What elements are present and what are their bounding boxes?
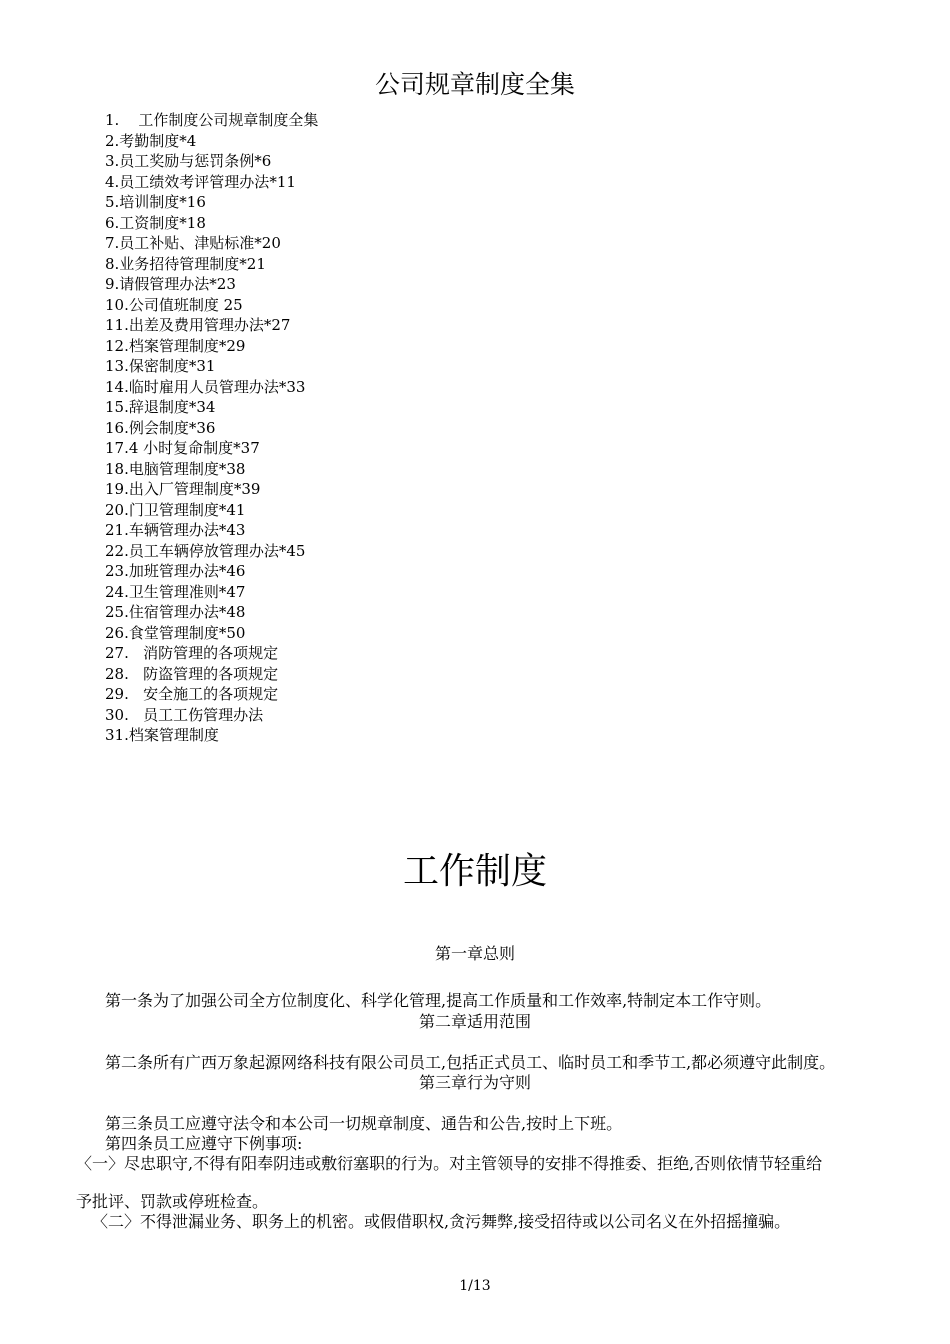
toc-item: 17.4 小时复命制度*37 [105, 439, 260, 457]
toc-item: 23.加班管理办法*46 [105, 562, 246, 580]
article-paragraph: 第三条员工应遵守法令和本公司一切规章制度、通告和公告,按时上下班。 [105, 1114, 623, 1133]
toc-item: 9.请假管理办法*23 [105, 275, 236, 293]
toc-item: 3.员工奖励与惩罚条例*6 [105, 152, 272, 170]
chapter-heading: 第三章行为守则 [418, 1073, 531, 1092]
toc-item: 31.档案管理制度 [105, 726, 219, 744]
page-number: 1/13 [459, 1278, 491, 1294]
article-item-continuation: 予批评、罚款或停班检查。 [76, 1192, 269, 1211]
section-title: 工作制度 [402, 851, 547, 892]
article-paragraph: 第一条为了加强公司全方位制度化、科学化管理,提高工作质量和工作效率,特制定本工作守则。 [105, 991, 772, 1010]
toc-item: 12.档案管理制度*29 [105, 336, 246, 355]
toc-item: 16.例会制度*36 [105, 418, 216, 437]
toc-item: 4.员工绩效考评管理办法*11 [105, 172, 296, 191]
toc-item: 6.工资制度*18 [105, 213, 206, 232]
toc-item: 13.保密制度*31 [105, 357, 216, 375]
document-title: 公司规章制度全集 [374, 70, 575, 99]
toc-item: 28. 防盗管理的各项规定 [105, 664, 279, 683]
toc-item: 27. 消防管理的各项规定 [105, 644, 279, 662]
toc-item: 14.临时雇用人员管理办法*33 [105, 377, 306, 396]
toc-item: 8.业务招待管理制度*21 [105, 254, 266, 273]
toc-item: 21.车辆管理办法*43 [105, 521, 246, 539]
toc-item: 26.食堂管理制度*50 [105, 623, 246, 642]
toc-item: 18.电脑管理制度*38 [105, 459, 246, 478]
toc-item: 30. 员工工伤管理办法 [105, 705, 264, 724]
article-paragraph: 第四条员工应遵守下例事项: [105, 1134, 303, 1153]
toc-item: 24.卫生管理准则*47 [105, 582, 246, 601]
toc-item: 2.考勤制度*4 [105, 131, 197, 150]
toc-item: 29. 安全施工的各项规定 [105, 685, 279, 703]
table-of-contents [105, 110, 318, 746]
toc-item: 1. 工作制度公司规章制度全集 [105, 111, 319, 129]
chapter-heading: 第二章适用范围 [418, 1012, 531, 1031]
article-paragraph: 第二条所有广西万象起源网络科技有限公司员工,包括正式员工、临时员工和季节工,都必须遵守此制度。 [105, 1053, 836, 1072]
toc-item: 10.公司值班制度 25 [105, 295, 243, 314]
toc-item: 7.员工补贴、津贴标准*20 [105, 234, 281, 252]
article-item: 〈一〉尽忠职守,不得有阳奉阴违或敷衍塞职的行为。对主管领导的安排不得推委、拒绝,否则依情节轻重给 [76, 1154, 823, 1173]
toc-item: 22.员工车辆停放管理办法*45 [105, 541, 306, 560]
toc-item: 5.培训制度*16 [105, 193, 206, 211]
toc-item: 19.出入厂管理制度*39 [105, 480, 261, 498]
toc-item: 20.门卫管理制度*41 [105, 500, 246, 519]
toc-item: 11.出差及费用管理办法*27 [105, 316, 291, 334]
chapter-heading: 第一章总则 [434, 944, 515, 963]
toc-item: 25.住宿管理办法*48 [105, 603, 246, 621]
toc-item: 15.辞退制度*34 [105, 398, 216, 416]
article-item: 〈二〉不得泄漏业务、职务上的机密。或假借职权,贪污舞弊,接受招待或以公司名义在外招摇撞骗。 [92, 1212, 791, 1231]
